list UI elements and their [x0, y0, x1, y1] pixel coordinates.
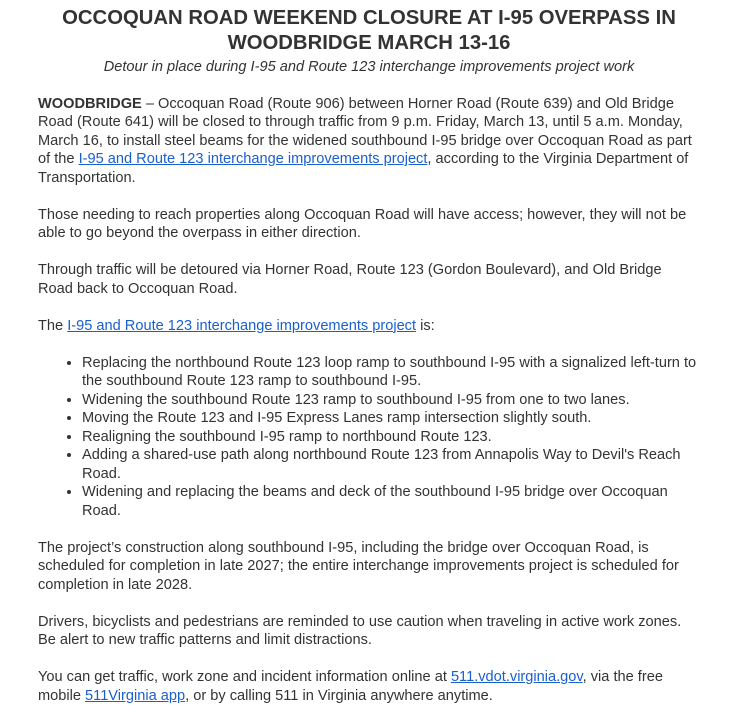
- list-item: • Realigning the southbound I-95 ramp to northbound Route 123.: [82, 428, 700, 447]
- vdot-511-link[interactable]: 511.vdot.virginia.gov: [450, 669, 583, 685]
- paragraph-schedule: The project’s construction along southbound I-95, including the bridge over Occoquan Road, is scheduled for completion in late 2027; the entire interchange improvements project is scheduled for completion in late 2028.: [38, 539, 679, 593]
- paragraph-intro: [38, 95, 700, 188]
- project-list: [38, 354, 700, 521]
- intro-text-a: – Occoquan Road (Route 906) between Horner Road (Route 639) and Old Bridge Road (Route 641) will be closed to through traffic from 9 p.m. Friday, March 13, until 5 a.m. Monday, March 16, to install steel beams for the widened southbound I-95 bridge over Occoquan Road as part of the: [38, 95, 692, 167]
- project-link[interactable]: I-95 and Route 123 interchange improvements project: [78, 151, 428, 167]
- project-text-a: The: [38, 317, 68, 334]
- info-text-b: , via the free mobile: [38, 669, 663, 704]
- 511-app-link[interactable]: 511Virginia app: [85, 687, 186, 704]
- paragraph-safety: Drivers, bicyclists and pedestrians are reminded to use caution when traveling in active work zones. Be alert to new traffic patterns and limit distractions.: [38, 613, 682, 648]
- article-subtitle: Detour in place during I-95 and Route 123 interchange improvements project work: [103, 59, 635, 75]
- info-text-c: , or by calling 511 in Virginia anywhere anytime.: [185, 687, 493, 704]
- list-item: • Widening and replacing the beams and deck of the southbound I-95 bridge over Occoquan Road.: [82, 483, 700, 520]
- list-item: • Moving the Route 123 and I-95 Express Lanes ramp intersection slightly south.: [82, 409, 700, 428]
- list-item: • Adding a shared-use path along northbound Route 123 from Annapolis Way to Devil's Reach Road.: [82, 446, 700, 483]
- list-item: • Replacing the northbound Route 123 loop ramp to southbound I-95 with a signalized left-turn to the southbound Route 123 ramp to southbound I-95.: [82, 354, 700, 391]
- project-link-2[interactable]: I-95 and Route 123 interchange improvements project: [67, 317, 417, 334]
- article-title: OCCOQUAN ROAD WEEKEND CLOSURE AT I-95 OVERPASS IN WOODBRIDGE MARCH 13-16: [62, 7, 676, 54]
- paragraph-project-intro: [38, 317, 700, 336]
- list-item: • Widening the southbound Route 123 ramp to southbound I-95 from one to two lanes.: [82, 391, 700, 410]
- paragraph-access: Those needing to reach properties along Occoquan Road will have access; however, they will not be able to go beyond the overpass in either direction.: [38, 206, 687, 241]
- info-text-a: You can get traffic, work zone and incident information online at: [38, 669, 451, 685]
- paragraph-detour: Through traffic will be detoured via Horner Road, Route 123 (Gordon Boulevard), and Old Bridge Road back to Occoquan Road.: [38, 262, 662, 297]
- dateline: WOODBRIDGE: [38, 95, 142, 112]
- intro-text-b: , according to the Virginia Department of Transportation.: [38, 151, 689, 186]
- project-text-b: is:: [416, 317, 435, 334]
- paragraph-info: [38, 668, 700, 705]
